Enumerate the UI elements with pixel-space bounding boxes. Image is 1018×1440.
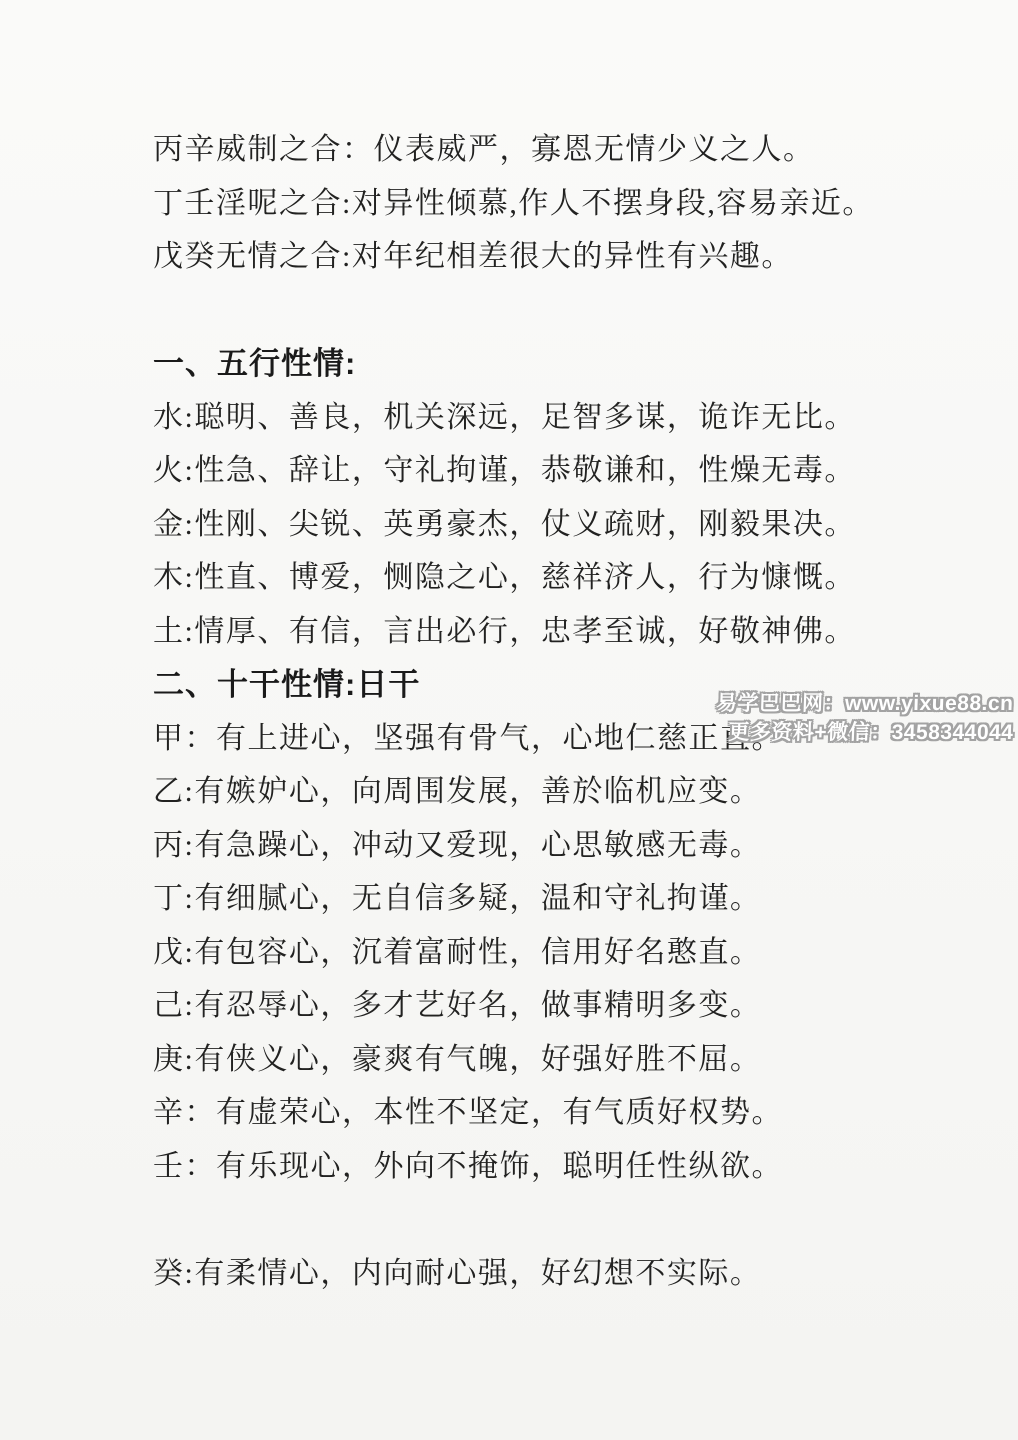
element-line-metal: 金:性刚、尖锐、英勇豪杰，仗义疏财，刚毅果决。 [153, 507, 856, 541]
stem-line-ding: 丁:有细腻心，无自信多疑，温和守礼拘谨。 [153, 882, 762, 915]
stem-line-gui: 癸:有柔情心，内向耐心强，好幻想不实际。 [153, 1256, 762, 1290]
stem-line-bing: 丙:有急躁心，冲动又爱现，心思敏感无毒。 [153, 828, 762, 862]
stem-line-ren: 壬：有乐现心，外向不掩饰，聪明任性纵欲。 [153, 1149, 783, 1183]
blank-line [153, 1193, 988, 1247]
element-line-earth: 土:情厚、有信，言出必行，忠孝至诚，好敬神佛。 [153, 614, 856, 648]
section1-heading: 一、五行性情: [153, 346, 357, 381]
element-line-wood: 木:性直、博爱，恻隐之心，慈祥济人，行为慷慨。 [153, 561, 856, 594]
section2-heading: 二、十干性情:日干 [153, 667, 421, 702]
intro-line-dingren: 丁壬淫呢之合:对异性倾慕,作人不摆身段,容易亲近。 [153, 186, 874, 220]
stem-line-geng: 庚:有侠义心，豪爽有气魄，好强好胜不屈。 [153, 1042, 762, 1076]
element-line-fire: 火:性急、辞让，守礼拘谨，恭敬谦和，性燥无毒。 [153, 454, 856, 487]
element-line-water: 水:聪明、善良，机关深远，足智多谋，诡诈无比。 [153, 400, 856, 434]
watermark [716, 689, 1013, 747]
intro-line-binxin: 丙辛威制之合：仪表威严，寡恩无情少义之人。 [153, 133, 815, 166]
watermark-wechat-line: 更多资料+微信：3458344044 [727, 721, 1014, 744]
intro-line-wugui: 戊癸无情之合:对年纪相差很大的异性有兴趣。 [153, 240, 793, 273]
stem-line-jia: 甲：有上进心，坚强有骨气，心地仁慈正直。 [153, 721, 783, 755]
blank-line [153, 284, 988, 338]
stem-line-wu: 戊:有包容心，沉着富耐性，信用好名憨直。 [153, 935, 762, 969]
stem-line-ji: 己:有忍辱心，多才艺好名，做事精明多变。 [153, 989, 762, 1022]
watermark-site-line: 易学巴巴网：www.yixue88.cn [715, 692, 1014, 715]
stem-line-xin: 辛：有虚荣心，本性不坚定，有气质好权势。 [153, 1096, 783, 1129]
stem-line-yi: 乙:有嫉妒心，向周围发展，善於临机应变。 [153, 775, 762, 808]
